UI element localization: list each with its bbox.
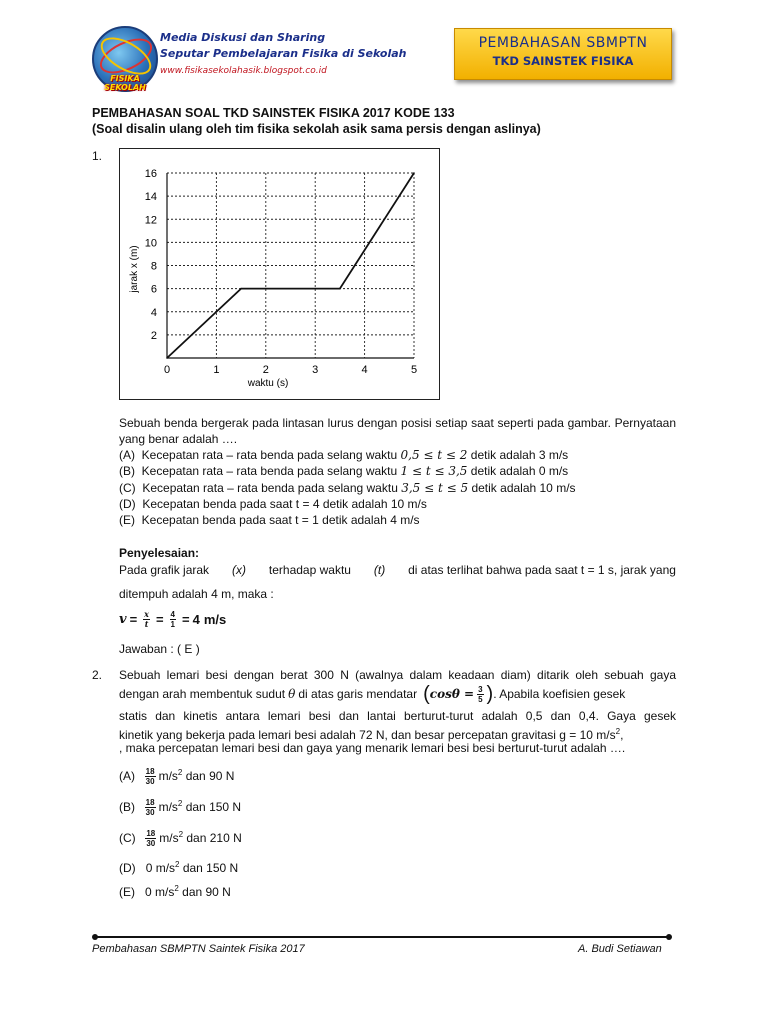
chart-tick-labels	[145, 168, 417, 376]
x-tick-label-4: 4	[361, 364, 368, 376]
eq-frac-41: $\frac{4}{1}$	[170, 610, 175, 629]
option-text: Kecepatan rata – rata benda pada selang waktu	[142, 480, 402, 495]
sol-t: (t)	[373, 563, 386, 577]
eq-equals-2: =	[155, 612, 164, 627]
sol-x: (x)	[231, 563, 246, 577]
x-tick-label-0: 0	[163, 364, 171, 376]
q1-graph-frame	[119, 148, 440, 400]
option-frac: $\frac{18}{30}$	[145, 798, 155, 818]
q1-solution-heading: Penyelesaian:	[119, 546, 200, 560]
eq-frac-xt: $\frac{x}{t}$	[144, 609, 149, 629]
option-key: (D)	[119, 496, 136, 511]
option-frac: $\frac{18}{30}$	[145, 767, 155, 787]
y-tick-label-2: 2	[150, 329, 157, 342]
eq-equals-1: =	[129, 612, 138, 627]
header-banner	[454, 28, 672, 80]
doc-title: PEMBAHASAN SOAL TKD SAINSTEK FISIKA 2017 KODE 133	[92, 106, 455, 120]
option-frac: $\frac{18}{30}$	[146, 829, 156, 849]
eq-result: 4	[192, 612, 200, 627]
q2-number: 2.	[92, 668, 103, 682]
q1-number: 1.	[92, 149, 103, 163]
y-tick-label-16: 16	[144, 168, 157, 180]
q2-option-d[interactable]: (D) 0 $m/s^2$ dan 150 N	[119, 860, 239, 875]
option-text: Kecepatan rata – rata benda pada selang waktu	[141, 464, 401, 479]
q2-line3: statis dan kinetis antara lemari besi dan lantai berturut-turut adalah 0,5 dan 0,4. Gaya gesek	[119, 709, 676, 723]
sol-text-1: Pada grafik jarak	[119, 563, 210, 577]
y-tick-label-8: 8	[150, 260, 157, 273]
paren-open: (	[423, 683, 430, 706]
footer-dot-right	[666, 934, 672, 940]
sol-text-3: di atas terlihat bahwa pada saat t = 1 s, jarak yang	[408, 563, 676, 577]
q1-option-b[interactable]	[119, 463, 679, 479]
q2-option-c[interactable]: (C) $\frac{18}{30}$ $m/s^2$ dan 210 N	[119, 829, 242, 849]
option-text: Kecepatan rata – rata benda pada selang waktu	[141, 448, 401, 462]
q1-option-d[interactable]	[119, 496, 679, 512]
option-key: (C)	[119, 480, 136, 495]
q1-solution-line1	[119, 562, 676, 578]
q2-line5: , maka percepatan lemari besi dan gaya yang menarik lemari besi besi berturut-turut adalah ….	[119, 741, 626, 755]
q2-theta: θ	[288, 687, 296, 702]
eq-v: v	[119, 612, 127, 627]
q1-option-e[interactable]	[119, 512, 679, 528]
header-tagline-2: Seputar Pembelajaran Fisika di Sekolah	[160, 47, 407, 60]
footer-left: Pembahasan SBMPTN Saintek Fisika 2017	[92, 943, 305, 955]
doc-subtitle: (Soal disalin ulang oleh tim fisika sekolah asik sama persis dengan aslinya)	[92, 122, 541, 136]
data-point-0	[166, 357, 168, 359]
q2-line1: Sebuah lemari besi dengan berat 300 N (awalnya dalam keadaan diam) ditarik oleh sebuah gaya	[119, 668, 676, 682]
q1-options	[119, 447, 679, 528]
q2-cos-frac: $\frac{3}{5}$	[478, 685, 483, 704]
option-text: Kecepatan benda pada saat t = 4 detik adalah 10 m/s	[142, 496, 427, 511]
eq-equals-3: =	[181, 612, 190, 627]
y-tick-label-12: 12	[144, 214, 157, 227]
q1-intro: Sebuah benda bergerak pada lintasan lurus dengan posisi setiap saat seperti pada gambar. Pernyataan yang benar adalah ….	[119, 416, 676, 447]
y-tick-label-14: 14	[144, 191, 157, 204]
q2-cos: cosθ =	[429, 687, 475, 702]
header-tagline-1: Media Diskusi dan Sharing	[160, 31, 326, 44]
x-tick-label-5: 5	[410, 364, 418, 376]
q2-option-a[interactable]: (A) $\frac{18}{30}$ $m/s^2$ dan 90 N	[119, 767, 235, 787]
y-tick-label-4: 4	[150, 306, 157, 319]
q2-l2-b: di atas garis mendatar	[298, 687, 418, 702]
y-axis-label: jarak x (m)	[129, 245, 140, 293]
header-url[interactable]: www.fisikasekolahasik.blogspot.co.id	[160, 66, 327, 76]
y-tick-label-6: 6	[150, 283, 157, 296]
paren-close: )	[486, 683, 494, 706]
q1-option-a[interactable]	[119, 447, 679, 463]
q2-line2	[119, 685, 676, 704]
option-text-end: detik adalah 10 m/s	[468, 480, 576, 495]
x-tick-label-2: 2	[262, 364, 269, 376]
banner-title: PEMBAHASAN SBMPTN	[478, 35, 648, 51]
distance-time-chart	[120, 149, 439, 399]
option-math: 0,5 ≤ t ≤ 2	[400, 448, 468, 462]
sol-text-2: terhadap waktu	[268, 563, 351, 577]
option-text-end: detik adalah 3 m/s	[467, 448, 569, 462]
y-tick-label-10: 10	[144, 237, 157, 250]
x-tick-label-1: 1	[213, 364, 220, 376]
option-key: (A)	[119, 448, 135, 462]
option-text: Kecepatan benda pada saat t = 1 detik adalah 4 m/s	[141, 513, 420, 528]
q2-option-e[interactable]: (E) 0 $m/s^2$ dan 90 N	[119, 884, 231, 899]
option-key: (E)	[119, 513, 135, 528]
q1-option-c[interactable]	[119, 480, 679, 496]
eq-unit: m/s	[203, 612, 227, 627]
x-tick-label-3: 3	[312, 364, 319, 376]
q2-option-b[interactable]: (B) $\frac{18}{30}$ $m/s^2$ dan 150 N	[119, 798, 242, 818]
data-point-3	[413, 172, 415, 174]
q2-l2-c: . Apabila koefisien gesek	[493, 687, 626, 702]
chart-grid	[167, 173, 414, 358]
q1-answer: Jawaban : ( E )	[119, 642, 200, 656]
logo-brand-text: FISIKA SEKOLAH	[104, 74, 146, 92]
banner-subtitle: TKD SAINSTEK FISIKA	[492, 54, 634, 68]
q1-equation	[119, 610, 226, 629]
q2-l2-a: dengan arah membentuk sudut	[119, 687, 286, 702]
data-point-2	[339, 288, 341, 290]
option-key: (B)	[119, 464, 135, 479]
option-math: 1 ≤ t ≤ 3,5	[400, 464, 468, 479]
footer-rule	[95, 936, 668, 938]
q2-line4: kinetik yang bekerja pada lemari besi adalah 72 N, dan besar percepatan gravitasi g = 10 $m/s^2$,	[119, 727, 624, 742]
q1-solution-line2: ditempuh adalah 4 m, maka :	[119, 587, 274, 601]
option-text-end: detik adalah 0 m/s	[467, 464, 569, 479]
x-axis-label: waktu (s)	[247, 378, 289, 389]
option-math: 3,5 ≤ t ≤ 5	[401, 480, 469, 495]
data-point-1	[240, 288, 242, 290]
footer-right: A. Budi Setiawan	[578, 943, 662, 955]
